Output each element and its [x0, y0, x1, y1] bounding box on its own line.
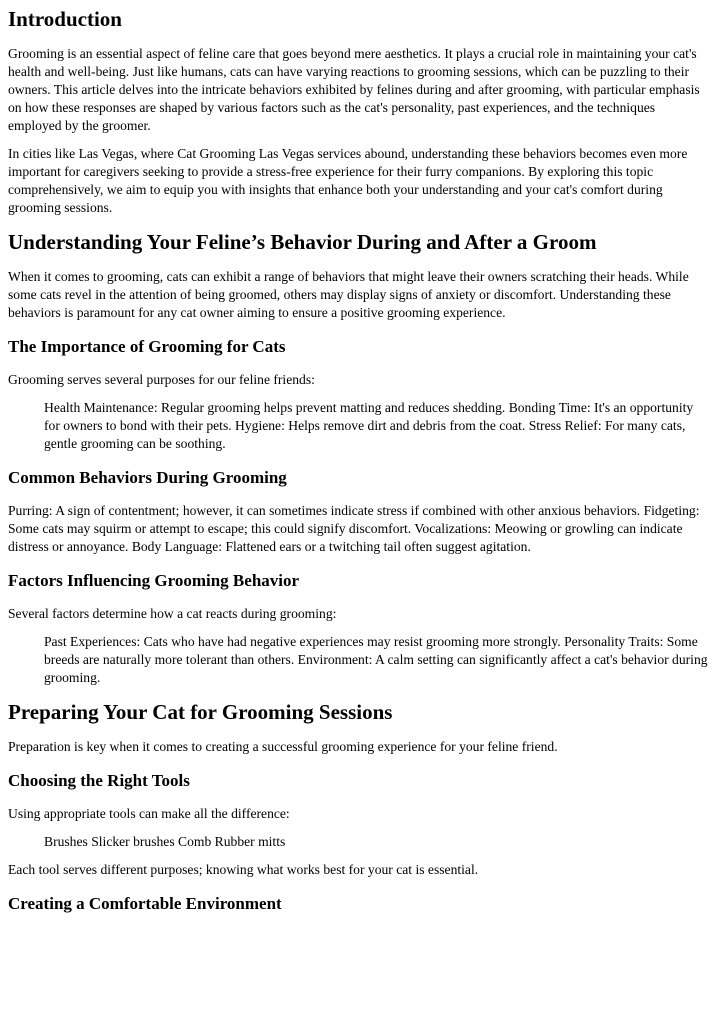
factors-heading: Factors Influencing Grooming Behavior	[8, 571, 300, 590]
behaviors-paragraph: Purring: A sign of contentment; however, it can sometimes indicate stress if combined with other anxious behaviors. Fidgeting: Some cats may squirm or attempt to escape; this could signify discomfort. Vocalizations: Meowing or growling can indicate distress or annoyance. Body Language: Flattened ears or a twitching tail often suggest agitation.	[8, 503, 700, 554]
tools-paragraph: Using appropriate tools can make all the difference:	[8, 806, 290, 821]
tools-list: Brushes Slicker brushes Comb Rubber mitts	[44, 834, 286, 849]
intro-paragraph-1: Grooming is an essential aspect of feline care that goes beyond mere aesthetics. It plays a crucial role in maintaining your cat's health and well-being. Just like humans, cats can have varying reactions to grooming sessions, which can be puzzling to their owners. This article delves into the intricate behaviors exhibited by felines during and after grooming, with particular emphasis on how these responses are shaped by various factors such as the cat's personality, past experiences, and the techniques employed by the groomer.	[8, 46, 700, 133]
importance-paragraph: Grooming serves several purposes for our feline friends:	[8, 372, 315, 387]
importance-list: Health Maintenance: Regular grooming helps prevent matting and reduces shedding. Bonding Time: It's an opportunity for owners to bond with their pets. Hygiene: Helps remove dirt and debris from the coat. Stress Relief: For many cats, gentle grooming can be soothing.	[44, 400, 694, 451]
factors-paragraph: Several factors determine how a cat reacts during grooming:	[8, 606, 337, 621]
intro-heading: Introduction	[8, 7, 122, 31]
article	[0, 6, 720, 914]
behaviors-heading: Common Behaviors During Grooming	[8, 468, 287, 487]
importance-heading: The Importance of Grooming for Cats	[8, 337, 286, 356]
intro-paragraph-2: In cities like Las Vegas, where Cat Grooming Las Vegas services abound, understanding these behaviors becomes even more important for caregivers seeking to provide a stress-free experience for their furry companions. By exploring this topic comprehensively, we aim to equip you with insights that enhance both your understanding and your cat's comfort during grooming sessions.	[8, 146, 688, 215]
preparing-heading: Preparing Your Cat for Grooming Sessions	[8, 700, 393, 724]
tools-paragraph-2: Each tool serves different purposes; knowing what works best for your cat is essential.	[8, 862, 479, 877]
preparing-paragraph: Preparation is key when it comes to creating a successful grooming experience for your feline friend.	[8, 739, 558, 754]
understanding-heading: Understanding Your Feline’s Behavior During and After a Groom	[8, 230, 597, 254]
environment-heading: Creating a Comfortable Environment	[8, 894, 282, 913]
understanding-paragraph: When it comes to grooming, cats can exhibit a range of behaviors that might leave their owners scratching their heads. While some cats revel in the attention of being groomed, others may display signs of anxiety or discomfort. Understanding these behaviors is paramount for any cat owner aiming to ensure a positive grooming experience.	[8, 269, 689, 320]
factors-list: Past Experiences: Cats who have had negative experiences may resist grooming more strongly. Personality Traits: Some breeds are naturally more tolerant than others. Environment: A calm setting can significantly affect a cat's behavior during grooming.	[44, 634, 708, 685]
tools-heading: Choosing the Right Tools	[8, 771, 190, 790]
